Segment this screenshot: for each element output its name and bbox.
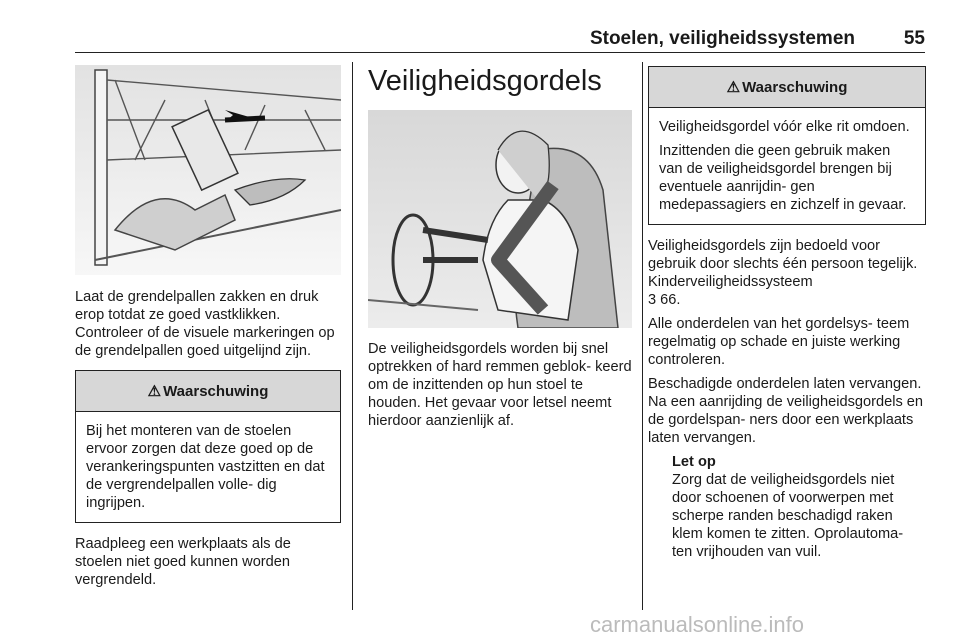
warning-header [76, 371, 340, 412]
paragraph: Alle onderdelen van het gordelsys- teem regelmatig op schade en juiste werking controleren. [648, 316, 910, 368]
column-divider [642, 62, 643, 610]
section-heading: Veiligheidsgordels [368, 65, 602, 97]
page-reference: 3 66. [648, 292, 681, 308]
column-divider [352, 62, 353, 610]
paragraph: De veiligheidsgordels worden bij snel optrekken of hard remmen geblok- keerd om de inzittenden op hun stoel te houden. Het gevaar voor letsel neemt hierdoor aanzienlijk af. [368, 341, 632, 429]
note-box [672, 453, 926, 561]
warning-title: Waarschuwing [742, 78, 848, 96]
note-text: Zorg dat de veiligheidsgordels niet door schoenen of voorwerpen met scherpe randen beschadigd raken klem komen te zitten. Oprolautoma- ten vrijhouden van vuil. [672, 472, 904, 560]
warning-triangle-icon: ⚠ [147, 383, 162, 400]
column-3 [648, 60, 926, 561]
paragraph: Veiligheidsgordels zijn bedoeld voor gebruik door slechts één persoon tegelijk. Kinderveiligheidssysteem [648, 238, 918, 290]
warning-text: Inzittenden die geen gebruik maken van de veiligheidsgordel brengen bij eventuele aanrijdin- gen medepassagiers en zichzelf in gevaar. [659, 143, 907, 213]
warning-text: Bij het monteren van de stoelen ervoor zorgen dat deze goed op de verankeringspunten vastzitten en dat de vergrendelpallen volle- dig ingrijpen. [86, 423, 325, 511]
warning-text: Veiligheidsgordel vóór elke rit omdoen. [659, 119, 910, 135]
seatbelt-driver-illustration [368, 110, 632, 328]
warning-title: Waarschuwing [163, 382, 269, 400]
page-number: 55 [903, 28, 925, 49]
warning-box [75, 370, 341, 523]
paragraph: Beschadigde onderdelen laten vervangen. Na een aanrijding de veiligheidsgordels en de gordelspan- ners door een werkplaats laten vervangen. [648, 376, 924, 446]
note-title: Let op [672, 454, 716, 470]
warning-header [649, 67, 925, 108]
warning-triangle-icon: ⚠ [726, 79, 741, 96]
column-1 [75, 60, 341, 595]
seat-latch-illustration [75, 60, 341, 280]
warning-box [648, 66, 926, 225]
page-header [75, 22, 925, 53]
paragraph: Raadpleeg een werkplaats als de stoelen niet goed kunnen worden vergrendeld. [75, 536, 291, 588]
column-2 [368, 60, 632, 436]
section-title: Stoelen, veiligheidssystemen [589, 28, 855, 49]
watermark: carmanualsonline.info [590, 612, 805, 637]
paragraph: Laat de grendelpallen zakken en druk erop totdat ze goed vastklikken. Controleer of de visuele markeringen op de grendelpallen goed uitgelijnd zijn. [75, 289, 335, 359]
